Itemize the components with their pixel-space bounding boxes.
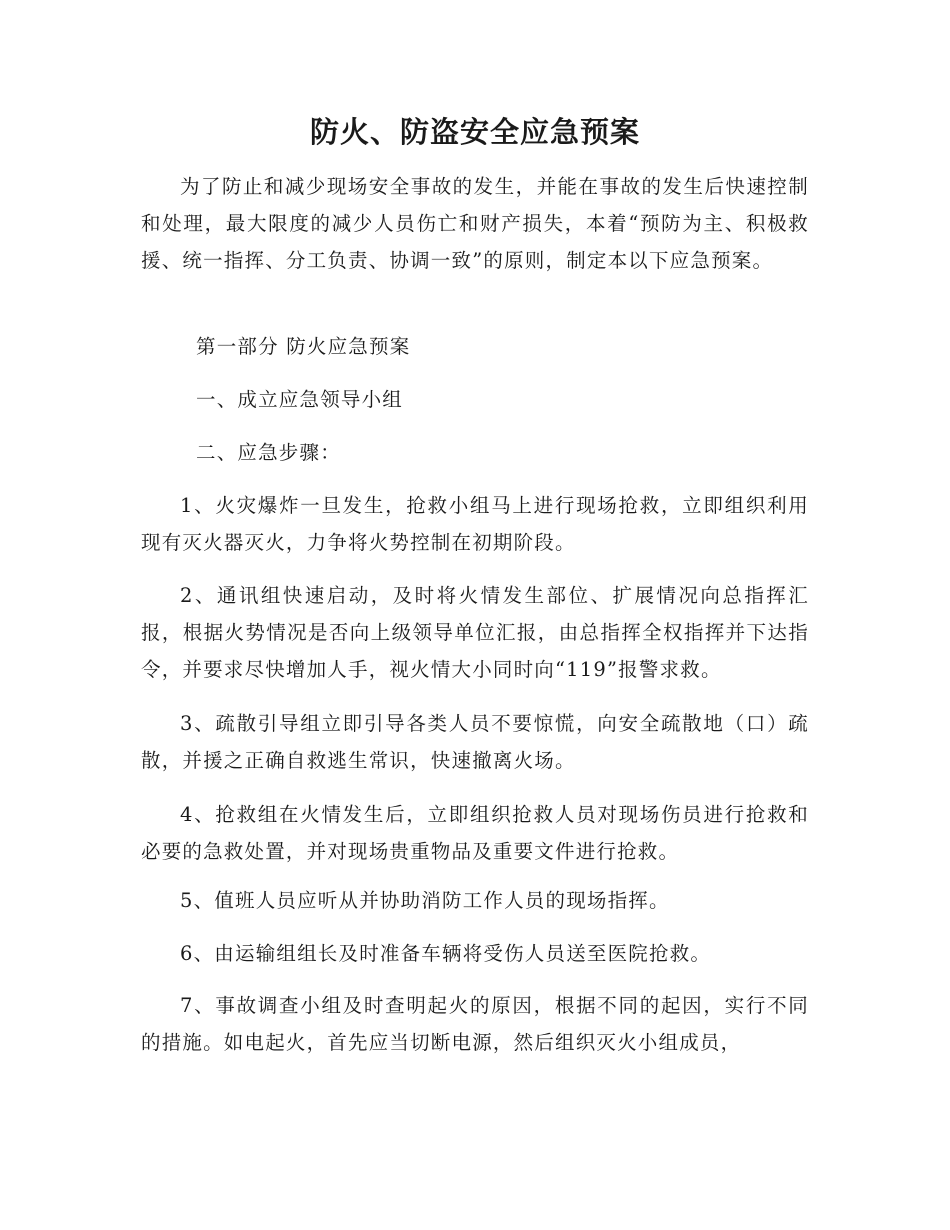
document-title: 防火、防盗安全应急预案	[309, 115, 640, 149]
section-heading-1: 一、成立应急领导小组	[196, 388, 404, 411]
step-paragraph-2: 2、通讯组快速启动，及时将火情发生部位、扩展情况向总指挥汇报，根据火势情况是否向上级领导单位汇报，由总指挥全权指挥并下达指令，并要求尽快增加人手，视火情大小同时向“119”报警求救。	[141, 584, 809, 681]
intro-paragraph: 为了防止和减少现场安全事故的发生，并能在事故的发生后快速控制和处理，最大限度的减少人员伤亡和财产损失，本着“预防为主、积极救援、统一指挥、分工负责、协调一致”的原则，制定本以下应急预案。	[141, 175, 809, 272]
step-paragraph-6: 6、由运输组组长及时准备车辆将受伤人员送至医院抢救。	[180, 942, 712, 965]
section-heading-2: 二、应急步骤：	[196, 441, 341, 464]
part-heading: 第一部分 防火应急预案	[196, 335, 411, 358]
step-paragraph-7: 7、事故调查小组及时查明起火的原因，根据不同的起因，实行不同的措施。如电起火，首先应当切断电源，然后组织灭火小组成员，	[141, 994, 809, 1054]
step-paragraph-3: 3、疏散引导组立即引导各类人员不要惊慌，向安全疏散地（口）疏散，并援之正确自救逃生常识，快速撤离火场。	[141, 712, 809, 772]
step-paragraph-4: 4、抢救组在火情发生后，立即组织抢救人员对现场伤员进行抢救和必要的急救处置，并对现场贵重物品及重要文件进行抢救。	[141, 803, 809, 863]
step-paragraph-1: 1、火灾爆炸一旦发生，抢救小组马上进行现场抢救，立即组织利用现有灭火器灭火，力争将火势控制在初期阶段。	[141, 494, 809, 554]
step-paragraph-5: 5、值班人员应听从并协助消防工作人员的现场指挥。	[180, 889, 670, 912]
